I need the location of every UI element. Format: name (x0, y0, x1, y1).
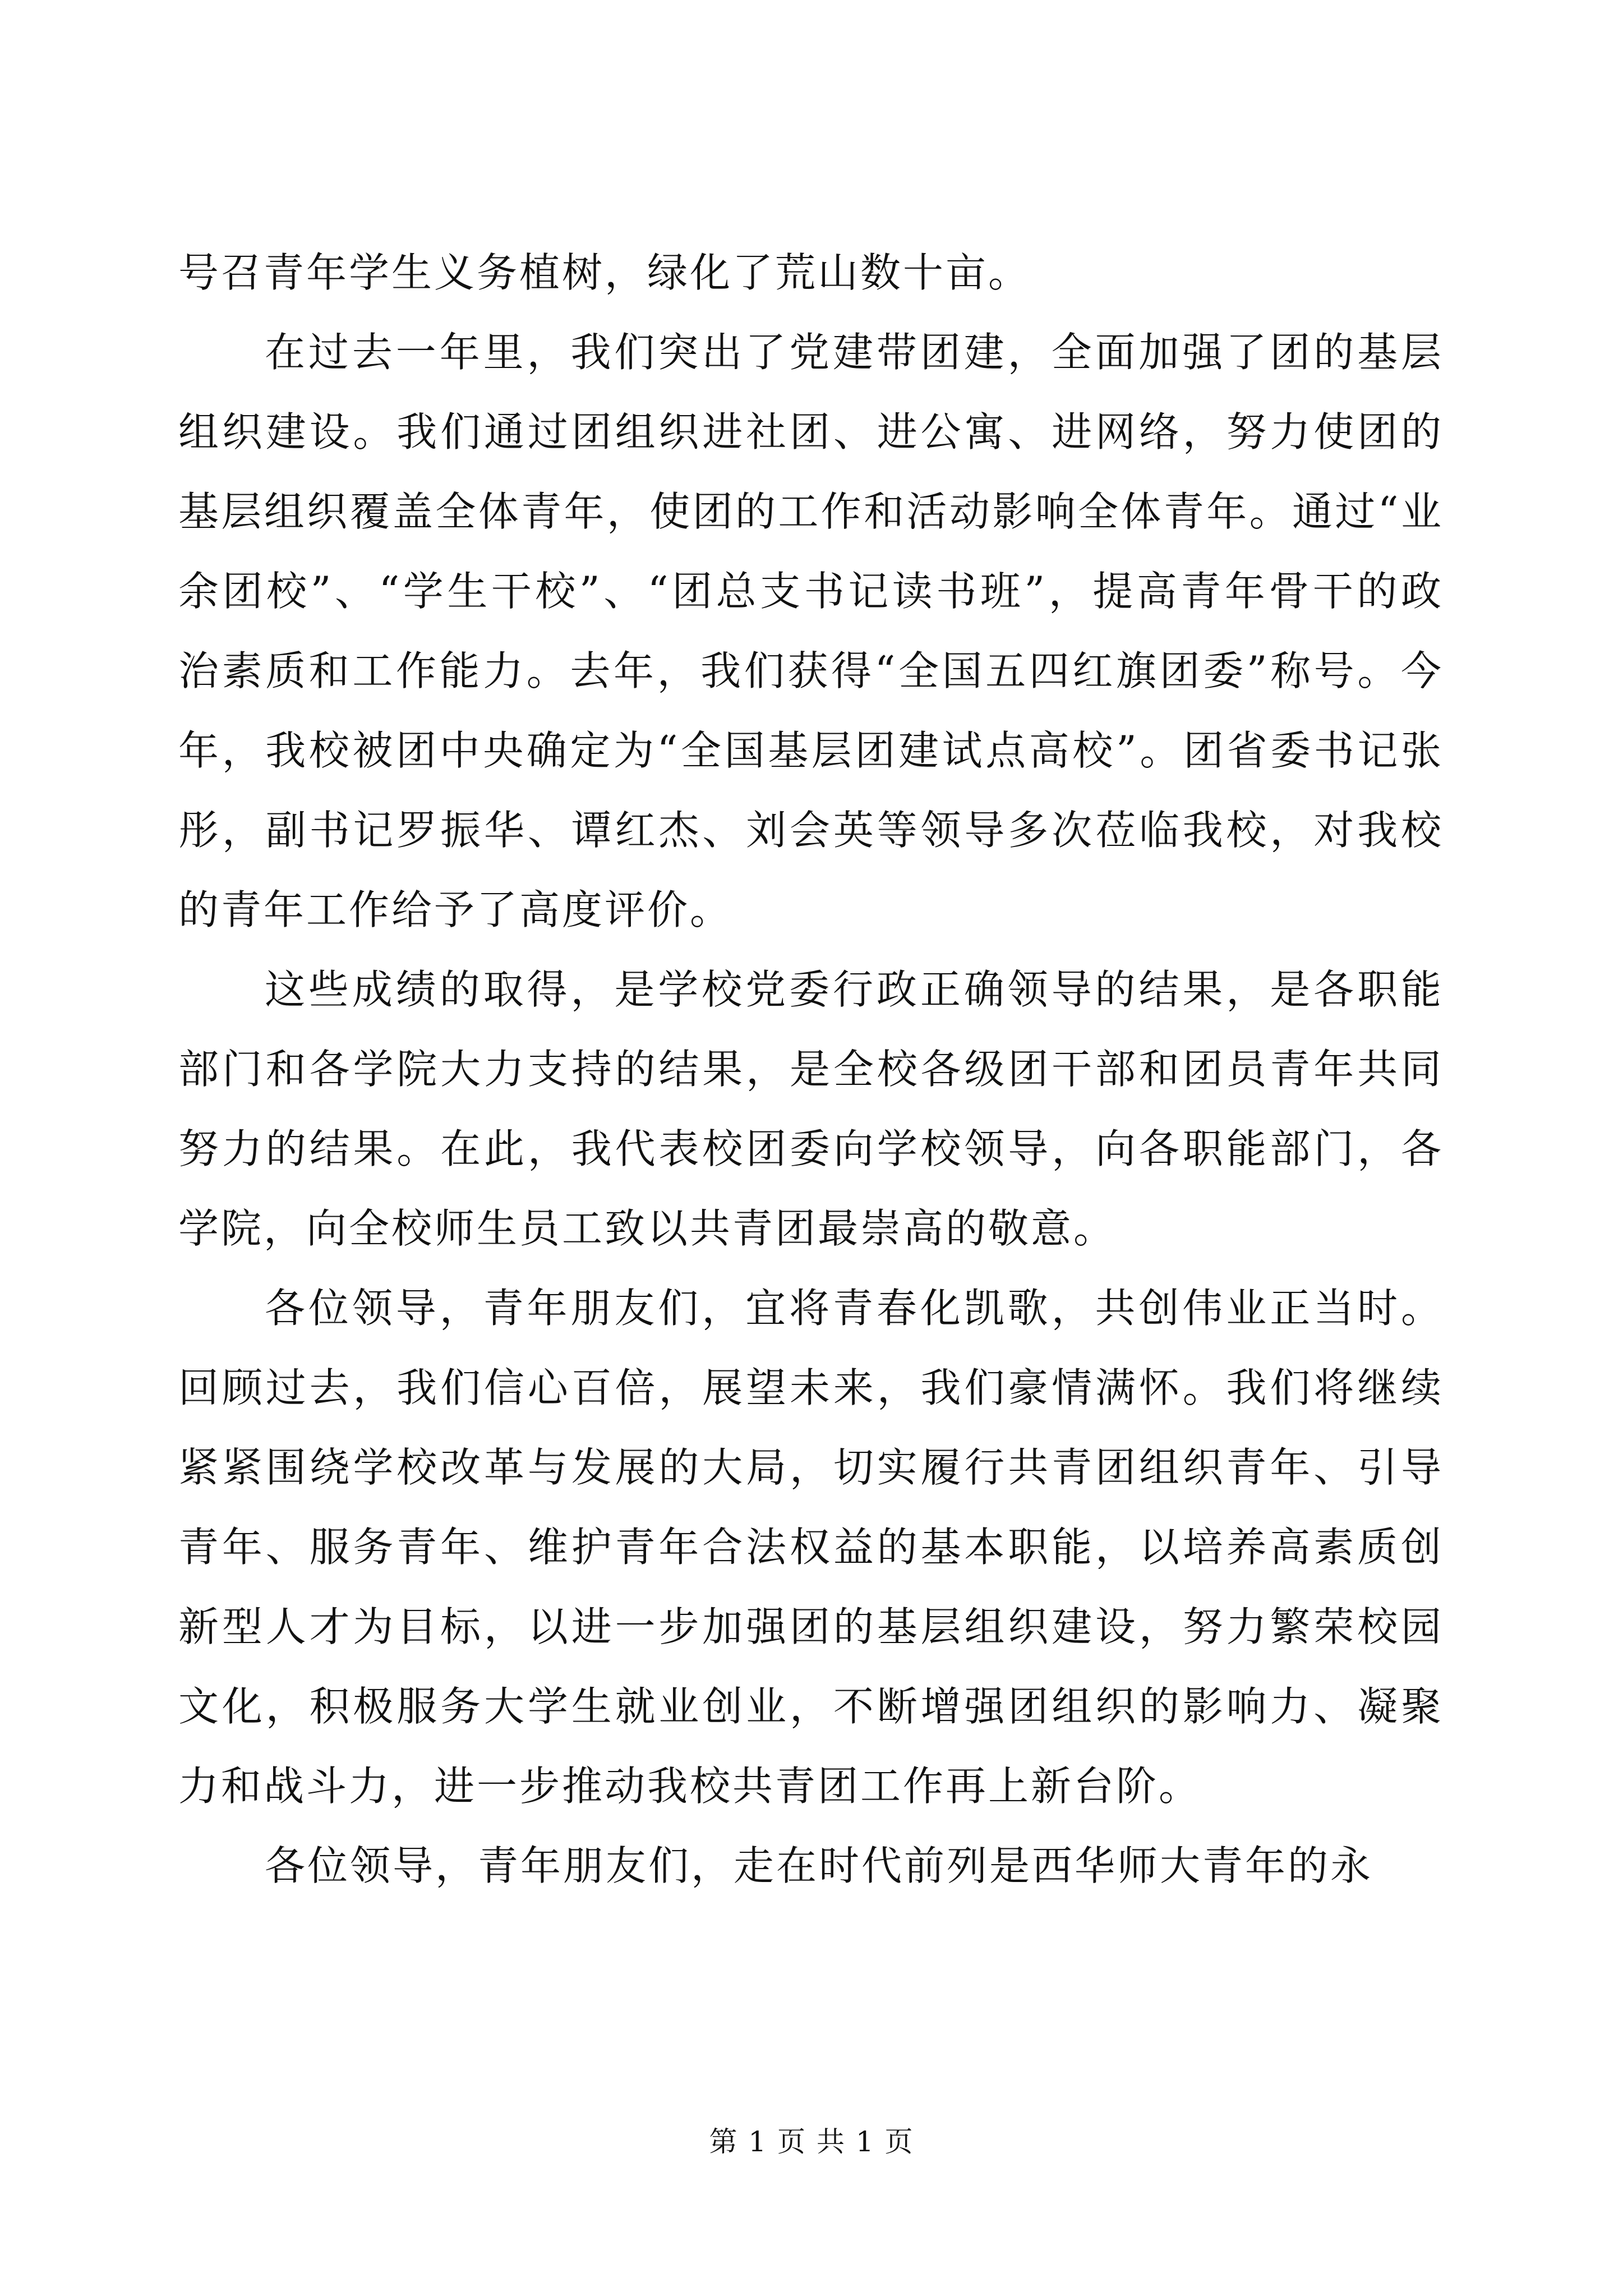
document-body (178, 233, 1444, 1906)
paragraph-3: 这些成绩的取得，是学校党委行政正确领导的结果，是各职能部门和各学院大力支持的结果，是全校各级团干部和团员青年共同努力的结果。在此，我代表校团委向学校领导，向各职能部门，各学院，向全校师生员工致以共青团最崇高的敬意。 (178, 966, 1444, 1252)
paragraph-4: 各位领导，青年朋友们，宜将青春化凯歌，共创伟业正当时。回顾过去，我们信心百倍，展望未来，我们豪情满怀。我们将继续紧紧围绕学校改革与发展的大局，切实履行共青团组织青年、引导青年、服务青年、维护青年合法权益的基本职能，以培养高素质创新型人才为目标，以进一步加强团的基层组织建设，努力繁荣校园文化，积极服务大学生就业创业，不断增强团组织的影响力、凝聚力和战斗力，进一步推动我校共青团工作再上新台阶。 (178, 1285, 1444, 1810)
paragraph-1: 号召青年学生义务植树，绿化了荒山数十亩。 (178, 249, 1031, 296)
paragraph-5: 各位领导，青年朋友们，走在时代前列是西华师大青年的永 (265, 1842, 1373, 1889)
paragraph-2: 在过去一年里，我们突出了党建带团建，全面加强了团的基层组织建设。我们通过团组织进社团、进公寓、进网络，努力使团的基层组织覆盖全体青年，使团的工作和活动影响全体青年。通过“业余团校”、“学生干校”、“团总支书记读书班”，提高青年骨干的政治素质和工作能力。去年，我们获得“全国五四红旗团委”称号。今年，我校被团中央确定为“全国基层团建试点高校”。团省委书记张彤，副书记罗振华、谭红杰、刘会英等领导多次莅临我校，对我校的青年工作给予了高度评价。 (178, 329, 1444, 933)
page-footer (0, 2125, 1623, 2159)
page-number-label: 第 1 页 共 1 页 (709, 2125, 914, 2158)
